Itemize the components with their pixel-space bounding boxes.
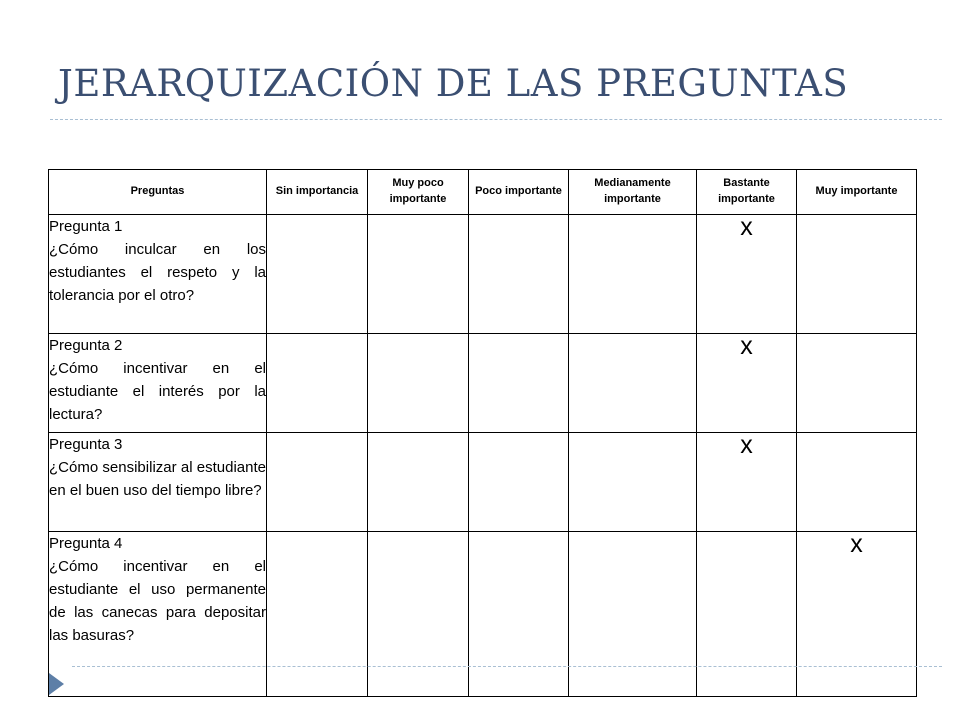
- rating-cell-bastante-importante: x: [697, 215, 797, 334]
- header-cell-muy-importante: Muy importante: [797, 170, 917, 215]
- header-cell-poco-importante: Poco importante: [469, 170, 569, 215]
- question-label: Pregunta 3: [49, 436, 123, 453]
- header-row: [49, 170, 917, 215]
- rating-cell-muy-importante: [797, 433, 917, 532]
- rating-cell-sin-importancia: [267, 532, 368, 697]
- header-cell-bastante-importante: Bastante importante: [697, 170, 797, 215]
- question-label: Pregunta 4: [49, 535, 123, 552]
- question-text: ¿Cómo incentivar en el estudiante el interés por la lectura?: [49, 360, 266, 423]
- rating-cell-muy-poco-importante: [368, 215, 469, 334]
- triangle-right-icon: [49, 673, 64, 695]
- rating-cell-medianamente-importante: [569, 433, 697, 532]
- question-text: ¿Cómo sensibilizar al estudiante en el buen uso del tiempo libre?: [49, 459, 266, 499]
- rating-cell-muy-poco-importante: [368, 433, 469, 532]
- table-row: [49, 334, 917, 433]
- header-cell-medianamente-importante: Medianamente importante: [569, 170, 697, 215]
- table-row: [49, 215, 917, 334]
- table-row: [49, 433, 917, 532]
- header-cell-muy-poco-importante: Muy poco importante: [368, 170, 469, 215]
- rating-cell-sin-importancia: [267, 334, 368, 433]
- rating-cell-sin-importancia: [267, 433, 368, 532]
- rating-cell-poco-importante: [469, 532, 569, 697]
- rating-cell-medianamente-importante: [569, 334, 697, 433]
- header-cell-sin-importancia: Sin importancia: [267, 170, 368, 215]
- rating-cell-muy-poco-importante: [368, 334, 469, 433]
- title-divider: [50, 119, 942, 120]
- question-cell: [49, 334, 267, 433]
- rating-cell-muy-importante: [797, 334, 917, 433]
- footer-divider: [72, 666, 942, 667]
- question-cell: [49, 215, 267, 334]
- rating-cell-medianamente-importante: [569, 215, 697, 334]
- rating-cell-bastante-importante: x: [697, 433, 797, 532]
- rating-cell-poco-importante: [469, 215, 569, 334]
- rating-cell-poco-importante: [469, 334, 569, 433]
- question-label: Pregunta 2: [49, 337, 123, 354]
- question-text: ¿Cómo incentivar en el estudiante el uso permanente de las canecas para depositar las basuras?: [49, 558, 266, 644]
- slide-title: JERARQUIZACIÓN DE LAS PREGUNTAS: [58, 62, 849, 105]
- rating-cell-bastante-importante: x: [697, 334, 797, 433]
- question-cell: [49, 532, 267, 697]
- question-text: ¿Cómo inculcar en los estudiantes el respeto y la tolerancia por el otro?: [49, 241, 266, 304]
- rating-cell-muy-importante: x: [797, 532, 917, 697]
- rating-cell-muy-importante: [797, 215, 917, 334]
- rating-cell-bastante-importante: [697, 532, 797, 697]
- question-cell: [49, 433, 267, 532]
- rating-cell-sin-importancia: [267, 215, 368, 334]
- rating-cell-medianamente-importante: [569, 532, 697, 697]
- table-row: [49, 532, 917, 697]
- header-cell-preguntas: Preguntas: [49, 170, 267, 215]
- rating-cell-poco-importante: [469, 433, 569, 532]
- rating-cell-muy-poco-importante: [368, 532, 469, 697]
- question-label: Pregunta 1: [49, 218, 123, 235]
- ranking-table: [48, 169, 917, 697]
